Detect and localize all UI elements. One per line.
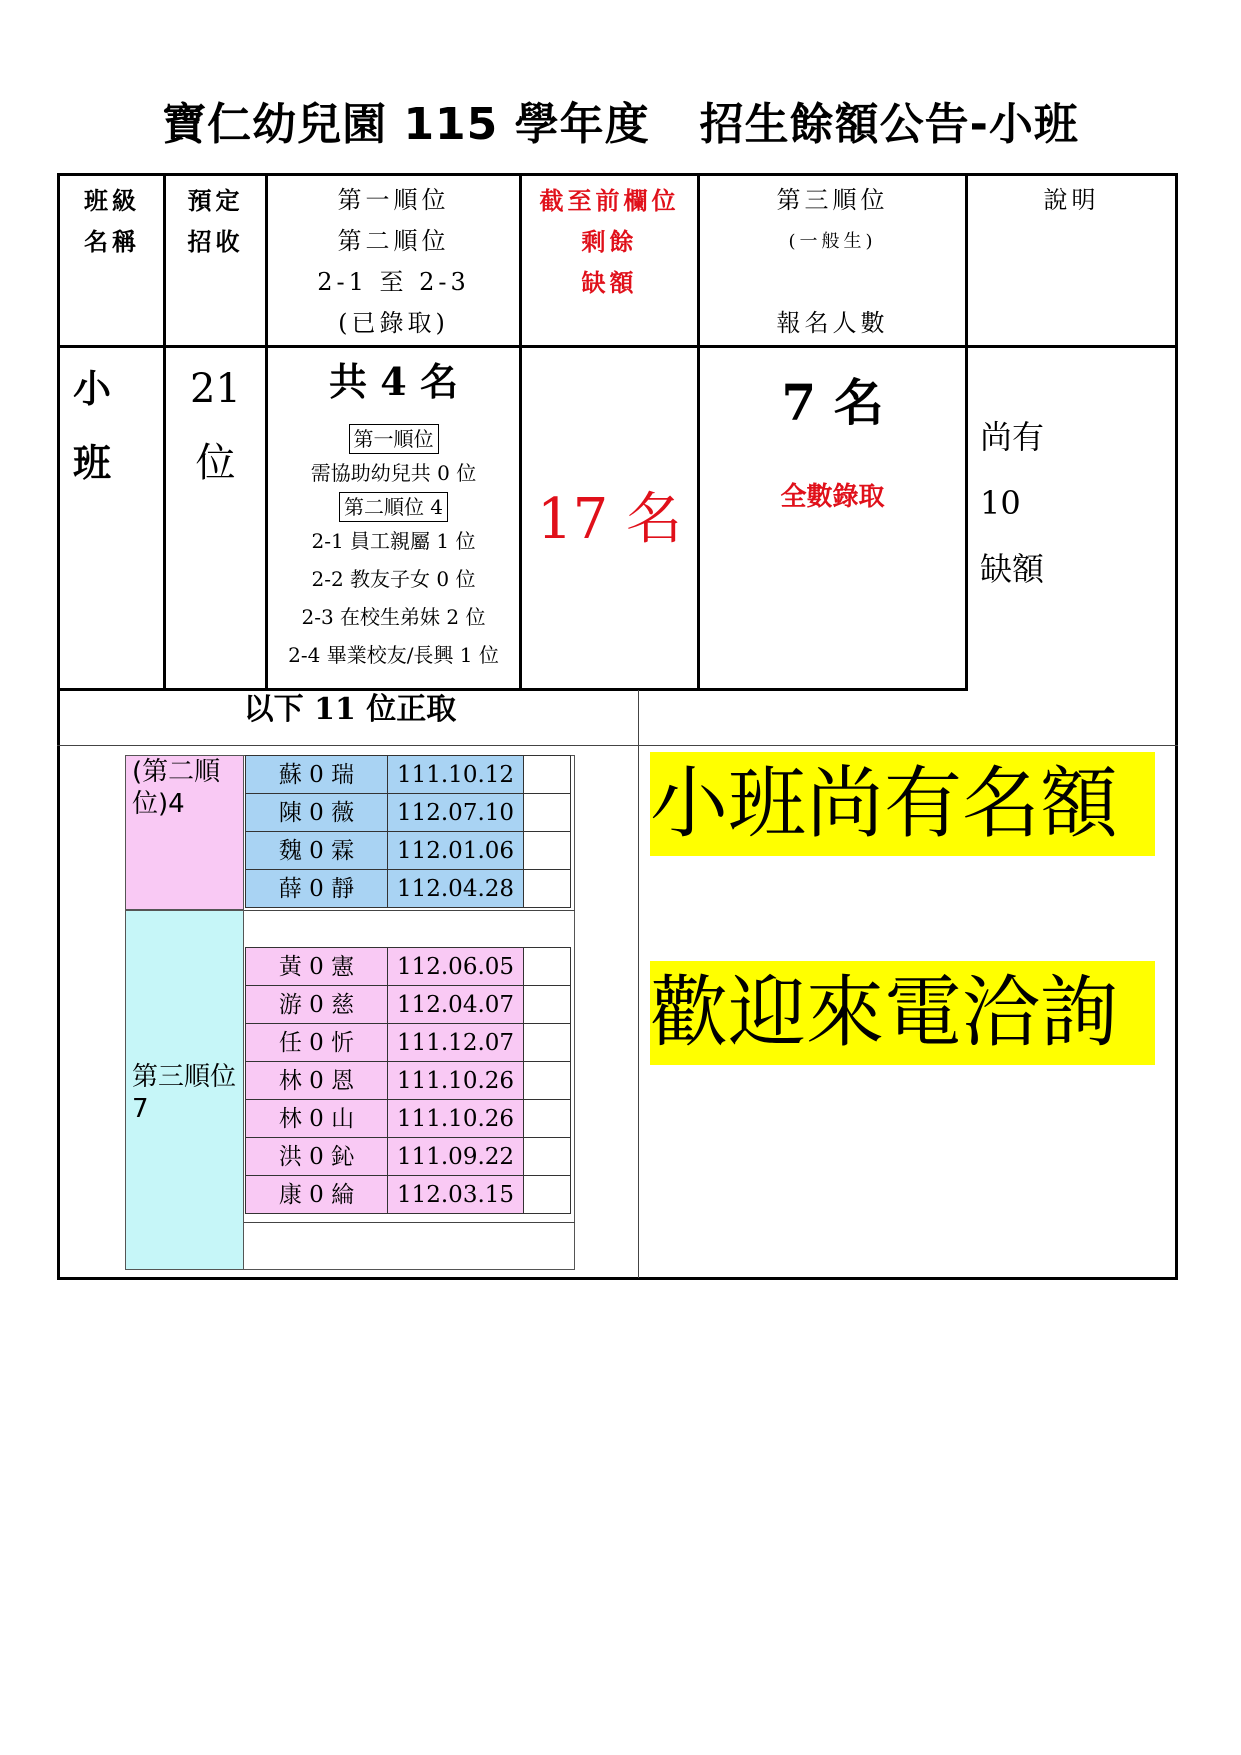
row-empty xyxy=(523,793,571,832)
title-right: 招生餘額公告-小班 xyxy=(699,99,1079,150)
body-text: 位 xyxy=(195,440,236,486)
note-text: 尚有 xyxy=(980,418,1045,456)
header-note xyxy=(968,180,1175,221)
row-name: 林 0 恩 xyxy=(245,1061,388,1100)
priority2-line: 2-3 在校生弟妹 2 位 xyxy=(301,605,486,629)
row-name: 陳 0 薇 xyxy=(245,793,388,832)
body-priority12 xyxy=(268,352,519,674)
row-empty xyxy=(523,755,571,794)
row-name: 游 0 慈 xyxy=(245,985,388,1024)
row-divider xyxy=(57,345,1178,348)
row-name: 康 0 綸 xyxy=(245,1175,388,1214)
header-class-name xyxy=(62,180,162,262)
row-date: 111.10.26 xyxy=(387,1061,524,1100)
header-text: 2-1 至 2-3 xyxy=(317,268,470,296)
row-name: 黃 0 憲 xyxy=(245,947,388,986)
row-empty xyxy=(523,869,571,908)
row-name: 林 0 山 xyxy=(245,1099,388,1138)
row-date: 111.12.07 xyxy=(387,1023,524,1062)
priority2-box: 第二順位 4 xyxy=(339,492,448,522)
row-name: 蘇 0 瑞 xyxy=(245,755,388,794)
header-text: 說明 xyxy=(1043,186,1100,214)
priority2-line: 2-4 畢業校友/長興 1 位 xyxy=(288,643,499,667)
header-text: (一般生) xyxy=(788,231,877,252)
priority3-status: 全數錄取 xyxy=(780,482,885,512)
list-row xyxy=(245,1061,571,1100)
header-planned xyxy=(166,180,265,262)
header-text: 第二順位 xyxy=(337,227,450,255)
list-row xyxy=(245,1137,571,1176)
header-priority12 xyxy=(268,180,519,344)
list-row xyxy=(245,869,571,908)
header-priority3 xyxy=(700,180,965,344)
row-empty xyxy=(523,985,571,1024)
header-text: 第一順位 xyxy=(337,186,450,214)
row-name: 洪 0 鈊 xyxy=(245,1137,388,1176)
row-divider xyxy=(57,745,1178,746)
list-row xyxy=(245,1175,571,1214)
priority3-count: 7 名 xyxy=(781,373,884,432)
body-text: 班 xyxy=(72,440,111,485)
header-text: 第三順位 xyxy=(776,186,889,214)
body-priority3 xyxy=(700,368,965,513)
admitted-heading: 以下 11 位正取 xyxy=(243,692,457,727)
row-empty xyxy=(523,1137,571,1176)
row-date: 112.04.28 xyxy=(387,869,524,908)
row-date: 112.03.15 xyxy=(387,1175,524,1214)
row-date: 111.10.26 xyxy=(387,1099,524,1138)
list-row xyxy=(245,831,571,870)
priority2-line: 2-2 教友子女 0 位 xyxy=(311,567,476,591)
body-note xyxy=(980,404,1160,602)
group-label-priority2: (第二順位)4 xyxy=(125,755,244,910)
header-remaining xyxy=(522,180,697,303)
row-date: 112.06.05 xyxy=(387,947,524,986)
header-text: (已錄取) xyxy=(338,309,449,337)
body-text: 21 xyxy=(190,366,241,412)
header-text: 截至前欄位 xyxy=(539,186,680,215)
row-date: 111.09.22 xyxy=(387,1137,524,1176)
notice-spots-available: 小班尚有名額 xyxy=(650,752,1155,856)
row-empty xyxy=(523,1023,571,1062)
remaining-count: 17 名 xyxy=(536,487,683,552)
header-text: 報名人數 xyxy=(776,309,889,337)
group-label-priority3: 第三順位 7 xyxy=(125,910,244,1270)
header-text: 剩餘 xyxy=(581,227,638,256)
note-text: 缺額 xyxy=(980,550,1045,588)
body-class-name xyxy=(62,352,122,500)
header-text: 班級 xyxy=(84,186,140,215)
list-row xyxy=(245,1099,571,1138)
group-divider xyxy=(244,1222,575,1223)
row-empty xyxy=(523,831,571,870)
row-name: 薛 0 靜 xyxy=(245,869,388,908)
list-row xyxy=(245,985,571,1024)
row-empty xyxy=(523,1175,571,1214)
total-count: 共 4 名 xyxy=(329,359,458,404)
col-divider xyxy=(965,173,968,691)
row-name: 任 0 忻 xyxy=(245,1023,388,1062)
notice-welcome-call: 歡迎來電洽詢 xyxy=(650,961,1155,1065)
note-text: 10 xyxy=(980,484,1021,522)
priority1-box: 第一順位 xyxy=(349,424,439,454)
col-divider xyxy=(638,690,639,1278)
header-text: 缺額 xyxy=(581,268,638,297)
row-date: 112.01.06 xyxy=(387,831,524,870)
list-row xyxy=(245,755,571,794)
list-row xyxy=(245,793,571,832)
header-text: 名稱 xyxy=(84,227,140,256)
list-row xyxy=(245,947,571,986)
header-text: 預定 xyxy=(187,186,244,215)
row-date: 112.07.10 xyxy=(387,793,524,832)
group-divider xyxy=(244,910,575,911)
priority1-line: 需協助幼兒共 0 位 xyxy=(310,461,477,485)
row-empty xyxy=(523,1099,571,1138)
row-empty xyxy=(523,947,571,986)
page-title xyxy=(0,88,1241,152)
header-text: 招收 xyxy=(187,227,244,256)
body-text: 小 xyxy=(72,366,111,411)
priority2-line: 2-1 員工親屬 1 位 xyxy=(311,529,476,553)
title-left: 寶仁幼兒園 115 學年度 xyxy=(162,99,650,150)
row-date: 111.10.12 xyxy=(387,755,524,794)
row-date: 112.04.07 xyxy=(387,985,524,1024)
list-row xyxy=(245,1023,571,1062)
body-planned xyxy=(166,352,265,500)
row-empty xyxy=(523,1061,571,1100)
row-name: 魏 0 霖 xyxy=(245,831,388,870)
